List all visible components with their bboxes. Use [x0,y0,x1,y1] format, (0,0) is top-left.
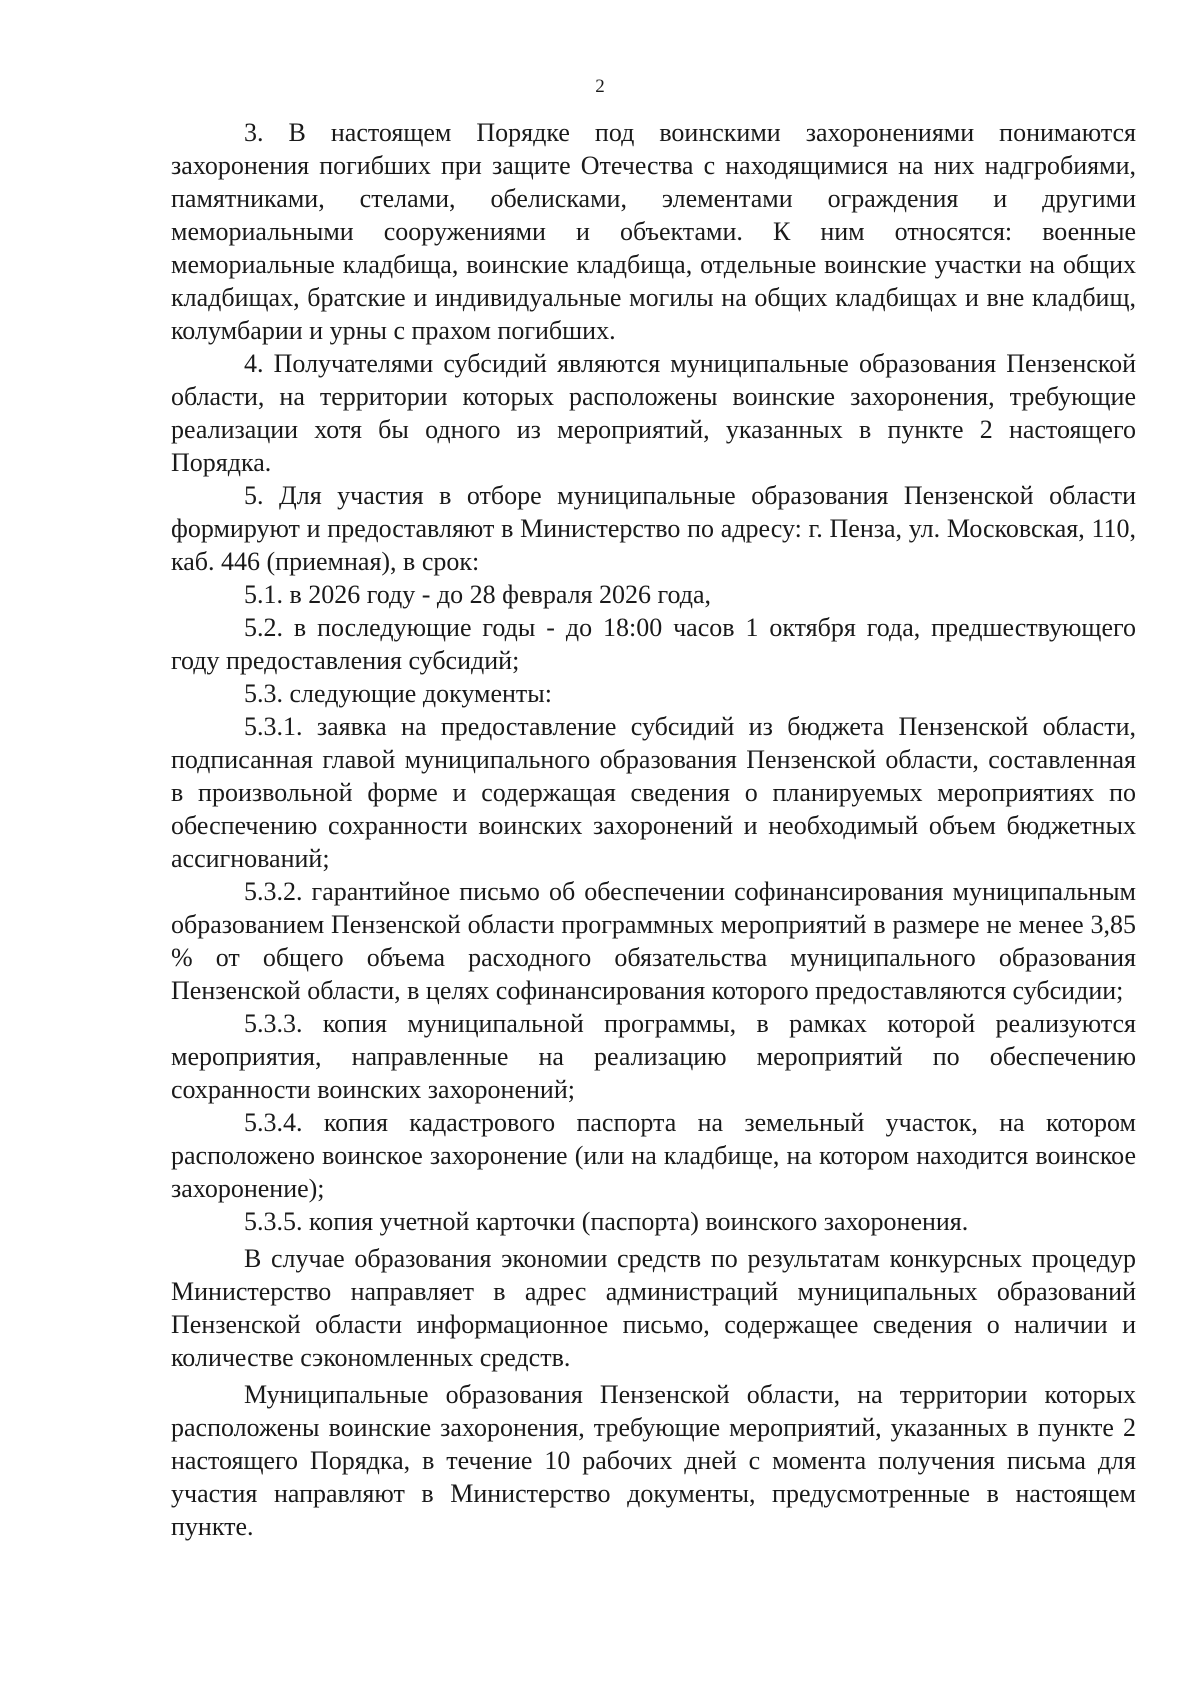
paragraph-5-3-3-municipal-program: 5.3.3. копия муниципальной программы, в рамках которой реализуются мероприятия, направленные на реализацию мероприятий по обеспечению сохранности воинских захоронений; [171,1009,1136,1104]
paragraph-4-subsidy-recipients: 4. Получателями субсидий являются муниципальные образования Пензенской области, на территории которых расположены воинские захоронения, требующие реализации хотя бы одного из мероприятий, указанных в пункте 2 настоящего Порядка. [171,349,1136,477]
page-number: 2 [595,76,605,97]
paragraph-5-3-5-registration-card: 5.3.5. копия учетной карточки (паспорта) воинского захоронения. [244,1207,969,1236]
paragraph-5-3-4-cadastral-passport: 5.3.4. копия кадастрового паспорта на земельный участок, на котором расположено воинское захоронение (или на кладбище, на котором находится воинское захоронение); [171,1108,1136,1203]
paragraph-5-3-2-guarantee-letter: 5.3.2. гарантийное письмо об обеспечении софинансирования муниципальным образованием Пензенской области программных мероприятий в размере не менее 3,85 % от общего объема расходного обязательства муниципального образования Пензенской области, в целях софинансирования которого предоставляются субсидии; [171,877,1136,1005]
paragraph-5-3-documents: 5.3. следующие документы: [244,679,552,708]
paragraph-5-3-1-application: 5.3.1. заявка на предоставление субсидий из бюджета Пензенской области, подписанная главой муниципального образования Пензенской области, составленная в произвольной форме и содержащая сведения о планируемых мероприятиях по обеспечению сохранности воинских захоронений и необходимый объем бюджетных ассигнований; [171,712,1136,873]
paragraph-5-selection-participation: 5. Для участия в отборе муниципальные образования Пензенской области формируют и предоставляют в Министерство по адресу: г. Пенза, ул. Московская, 110, каб. 446 (приемная), в срок: [171,481,1136,576]
paragraph-savings-notice: В случае образования экономии средств по результатам конкурсных процедур Министерство направляет в адрес администраций муниципальных образований Пензенской области информационное письмо, содержащее сведения о наличии и количестве сэкономленных средств. [171,1244,1136,1372]
paragraph-5-2-deadline-following-years: 5.2. в последующие годы - до 18:00 часов 1 октября года, предшествующего году предоставления субсидий; [171,613,1136,675]
paragraph-municipal-submission: Муниципальные образования Пензенской области, на территории которых расположены воинские захоронения, требующие мероприятий, указанных в пункте 2 настоящего Порядка, в течение 10 рабочих дней с момента получения письма для участия направляют в Министерство документы, предусмотренные в настоящем пункте. [171,1380,1136,1541]
paragraph-5-1-deadline-2026: 5.1. в 2026 году - до 28 февраля 2026 года, [244,580,712,609]
document-body [171,116,1136,1543]
paragraph-3-military-burials-definition: 3. В настоящем Порядке под воинскими захоронениями понимаются захоронения погибших при защите Отечества с находящимися на них надгробиями, памятниками, стелами, обелисками, элементами ограждения и другими мемориальными сооружениями и объектами. К ним относятся: военные мемориальные кладбища, воинские кладбища, отдельные воинские участки на общих кладбищах, братские и индивидуальные могилы на общих кладбищах и вне кладбищ, колумбарии и урны с прахом погибших. [171,118,1136,345]
